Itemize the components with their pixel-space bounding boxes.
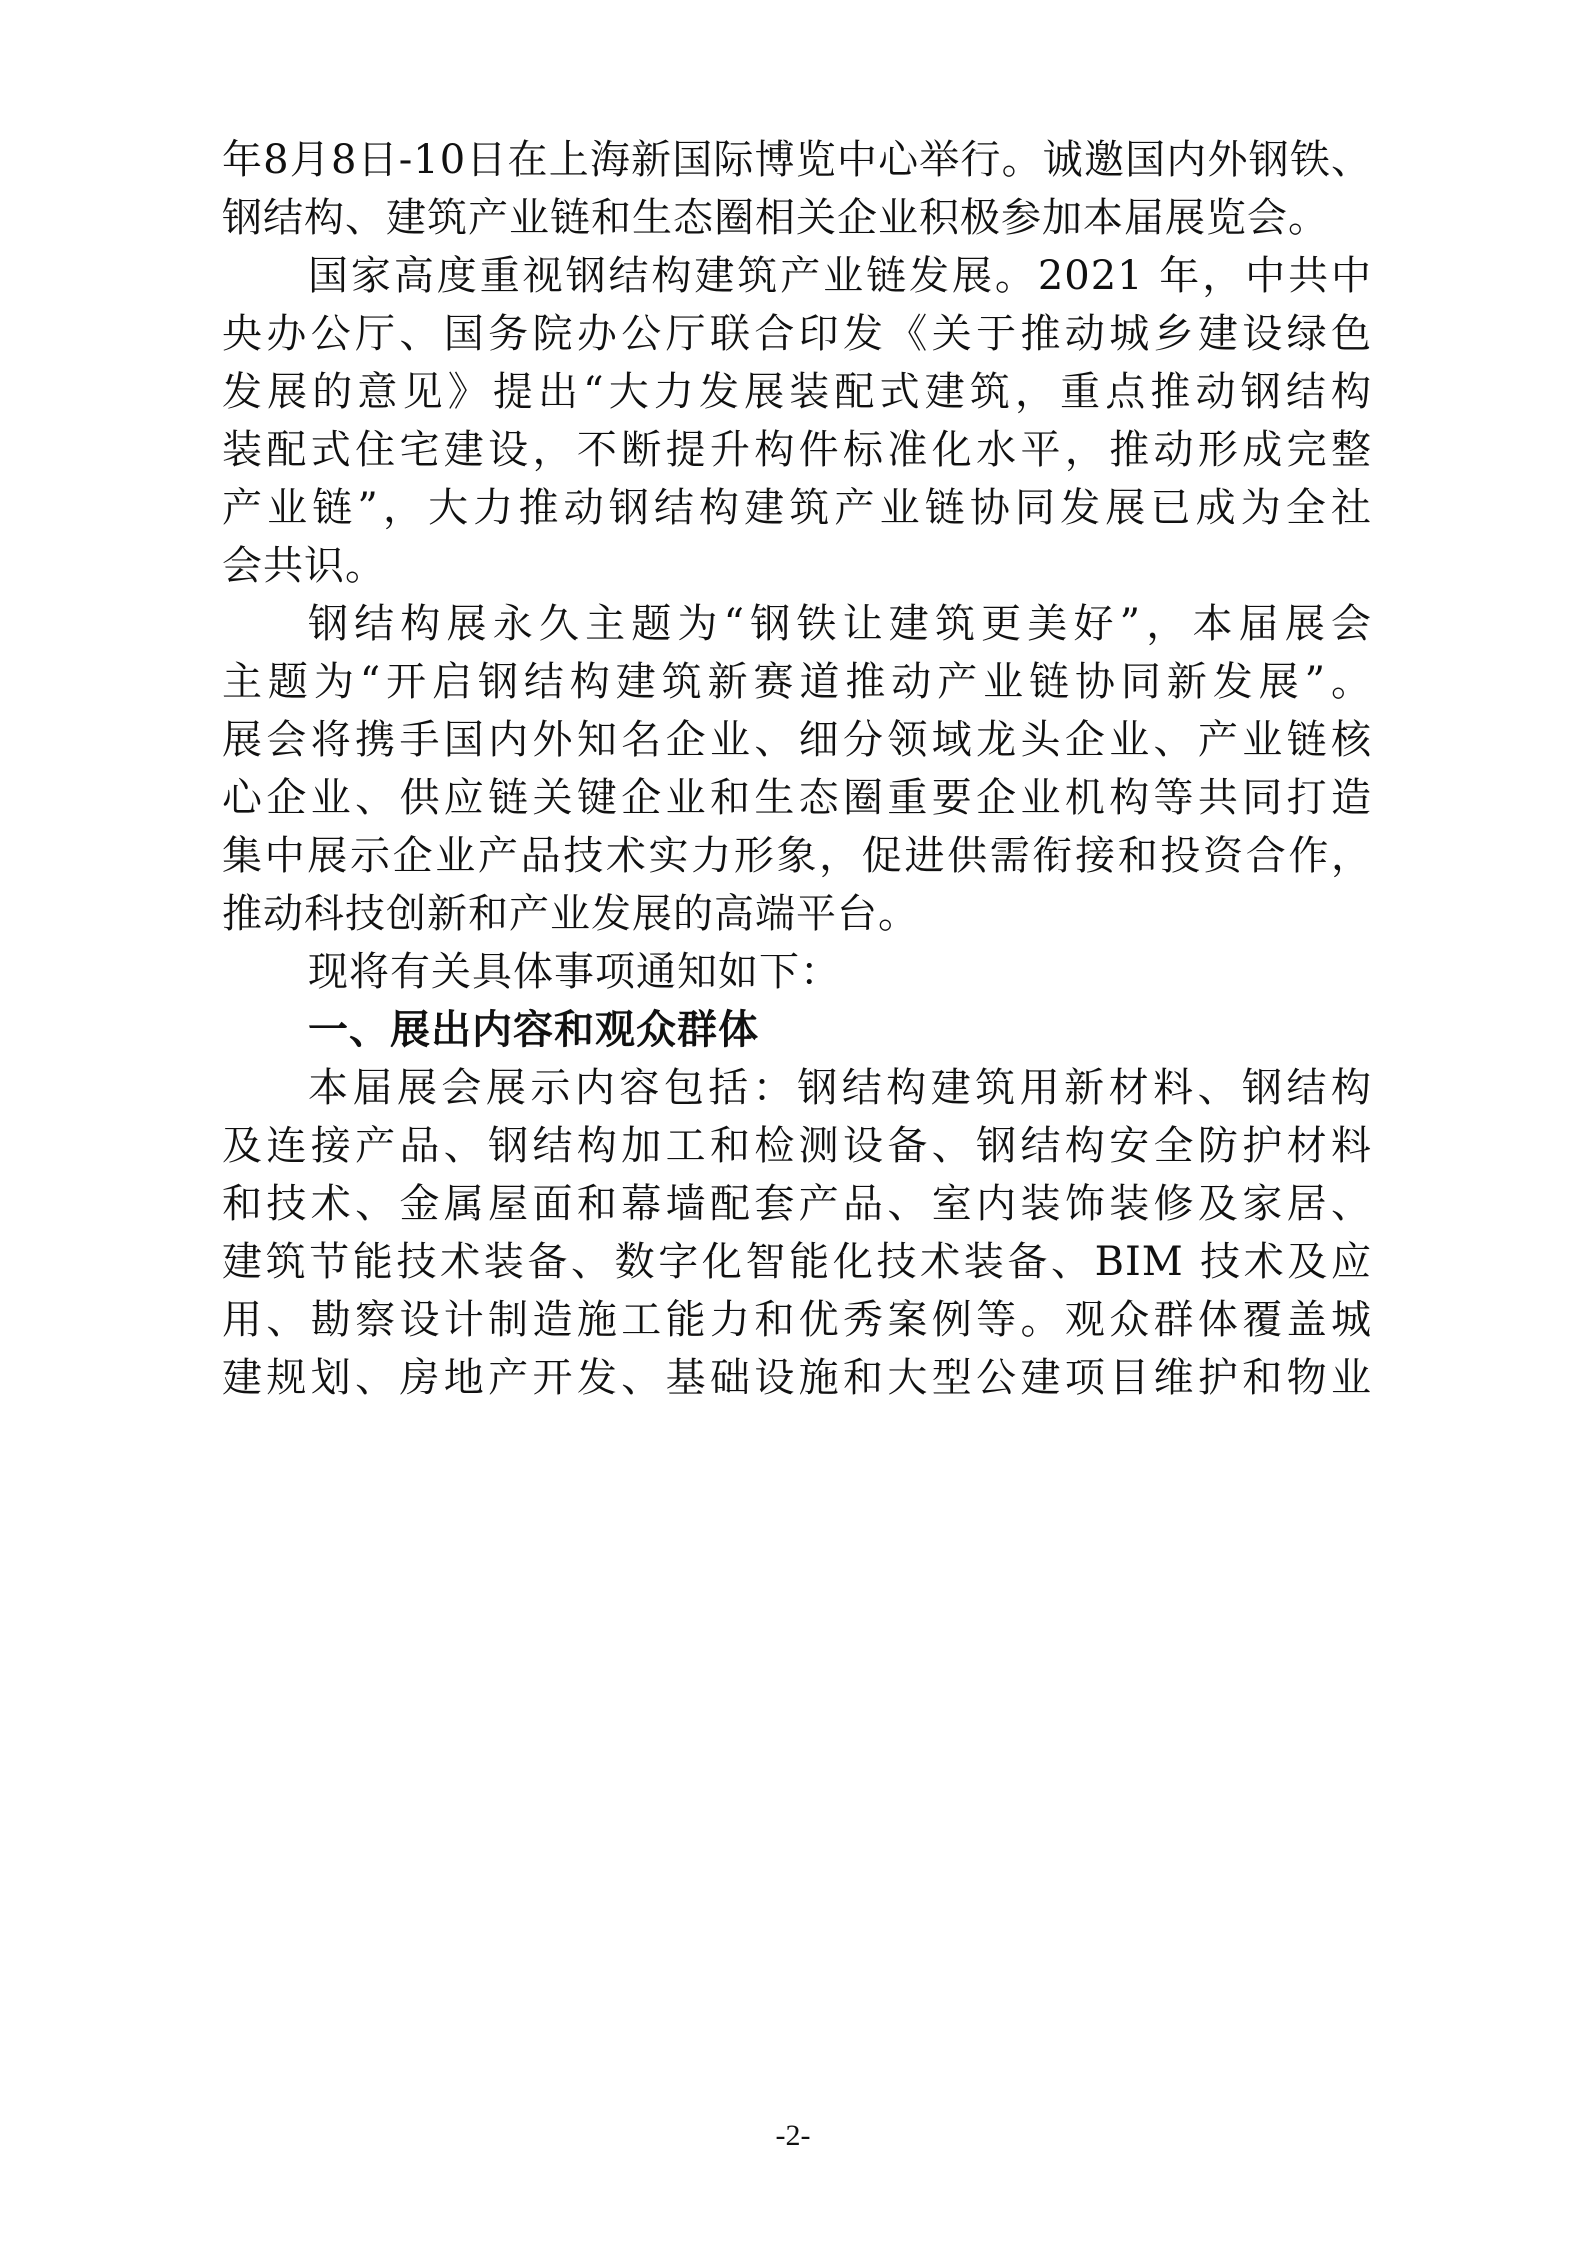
body-text-line: 建规划、房地产开发、基础设施和大型公建项目维护和物业: [222, 1355, 1372, 1401]
body-text-line: 央办公厅、国务院办公厅联合印发《关于推动城乡建设绿色: [222, 311, 1372, 357]
body-text-line: 会共识。: [222, 543, 386, 589]
paragraph-first-line: 国家高度重视钢结构建筑产业链发展。2021 年，中共中: [308, 253, 1372, 299]
body-text-line: 产业链”，大力推动钢结构建筑产业链协同发展已成为全社: [222, 485, 1372, 531]
body-text-line: 年8月8日-10日在上海新国际博览中心举行。诚邀国内外钢铁、: [222, 137, 1372, 183]
body-text-line: 集中展示企业产品技术实力形象，促进供需衔接和投资合作，: [222, 833, 1372, 879]
paragraph-first-line: 现将有关具体事项通知如下：: [308, 949, 841, 995]
body-text-line: 展会将携手国内外知名企业、细分领域龙头企业、产业链核: [222, 717, 1372, 763]
body-text-line: 心企业、供应链关键企业和生态圈重要企业机构等共同打造: [222, 775, 1372, 821]
body-text-line: 用、勘察设计制造施工能力和优秀案例等。观众群体覆盖城: [222, 1297, 1372, 1343]
body-text-line: 钢结构、建筑产业链和生态圈相关企业积极参加本届展览会。: [222, 195, 1329, 241]
body-text-line: 主题为“开启钢结构建筑新赛道推动产业链协同新发展”。: [222, 659, 1372, 705]
body-text-line: 及连接产品、钢结构加工和检测设备、钢结构安全防护材料: [222, 1123, 1372, 1169]
body-text-line: 建筑节能技术装备、数字化智能化技术装备、BIM 技术及应: [222, 1239, 1372, 1285]
paragraph-first-line: 钢结构展永久主题为“钢铁让建筑更美好”，本届展会: [308, 601, 1372, 647]
body-text-line: 发展的意见》提出“大力发展装配式建筑，重点推动钢结构: [222, 369, 1372, 415]
section-heading: 一、展出内容和观众群体: [308, 1007, 759, 1053]
body-text-line: 装配式住宅建设，不断提升构件标准化水平，推动形成完整: [222, 427, 1372, 473]
body-text-line: 推动科技创新和产业发展的高端平台。: [222, 891, 919, 937]
paragraph-first-line: 本届展会展示内容包括：钢结构建筑用新材料、钢结构: [308, 1065, 1372, 1111]
body-text-line: 和技术、金属屋面和幕墙配套产品、室内装饰装修及家居、: [222, 1181, 1372, 1227]
page-number: -2-: [775, 2119, 811, 2152]
